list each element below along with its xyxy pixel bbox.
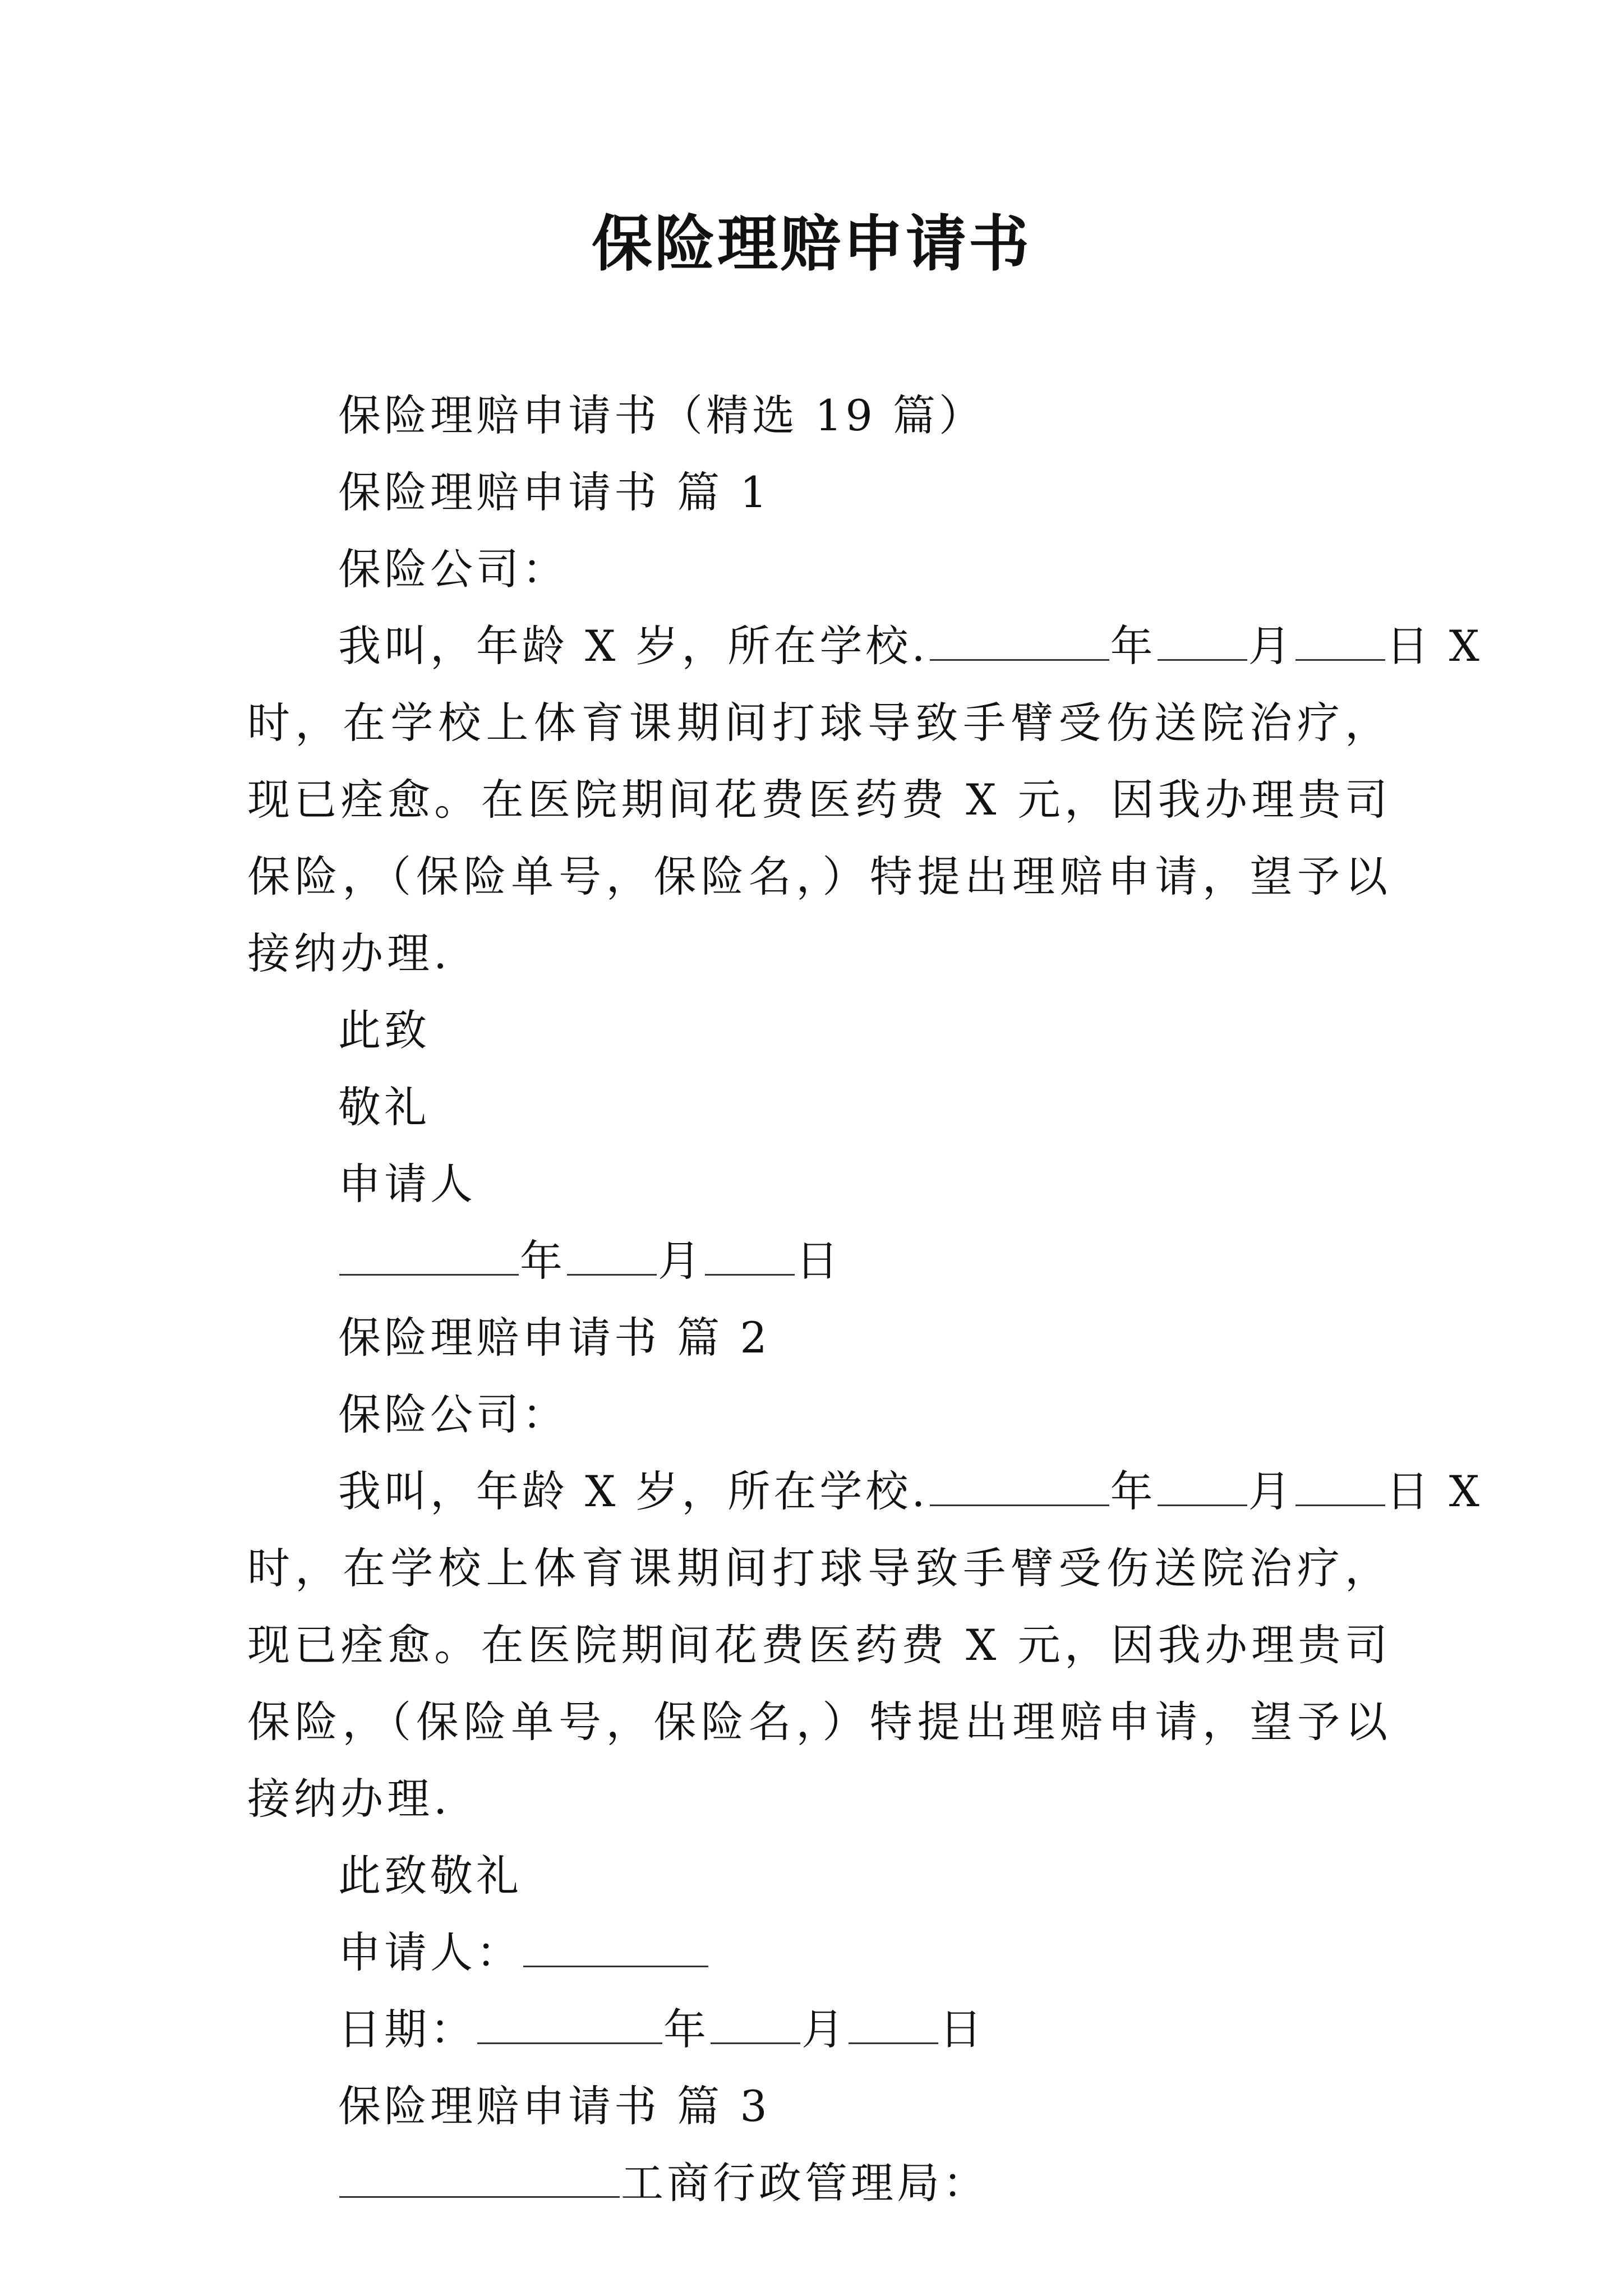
salutation-2: 保险公司： (338, 1389, 568, 1439)
body-1-paragraph: 时，在学校上体育课期间打球导致手臂受伤送院治疗，现已痊愈。在医院期间花费医药费 X 元，因我办理贵司保险，（保险单号，保险名，）特提出理赔申请，望予以接纳办理. (247, 698, 1391, 978)
blank-line (339, 2158, 620, 2198)
body-2-first-line (247, 1453, 1483, 1530)
closing-cizhi-jingli: 此致敬礼 (338, 1851, 522, 1901)
blank-line (1295, 1466, 1385, 1506)
applicant-label-2: 申请人： (338, 1927, 522, 1977)
document-body (247, 377, 1483, 2221)
month-label: 月 (801, 2004, 847, 2054)
body-1-first-line (247, 608, 1483, 684)
body-2-text: 我叫，年龄 X 岁，所在学校. (338, 1466, 929, 1516)
blank-line (1158, 1466, 1247, 1506)
document-title: 保险理赔申请书 (591, 209, 1031, 279)
bureau-line (247, 2145, 1391, 2221)
body-1-text: 我叫，年龄 X 岁，所在学校. (338, 621, 929, 671)
month-label: 月 (1248, 1466, 1294, 1516)
section-heading-1: 保险理赔申请书 篇 1 (338, 467, 771, 517)
blank-line (1158, 621, 1247, 661)
blank-line (1295, 621, 1385, 661)
blank-line (705, 1236, 795, 1276)
body-2-paragraph: 时，在学校上体育课期间打球导致手臂受伤送院治疗，现已痊愈。在医院期间花费医药费 X 元，因我办理贵司保险，（保险单号，保险名，）特提出理赔申请，望予以接纳办理. (247, 1543, 1391, 1824)
month-label: 月 (658, 1236, 704, 1286)
blank-line (523, 1927, 708, 1967)
year-label: 年 (1110, 1466, 1156, 1516)
day-label: 日 (939, 2004, 985, 2054)
date-label: 日期： (338, 2004, 476, 2054)
blank-line (477, 2004, 662, 2044)
closing-cizhi: 此致 (338, 1005, 430, 1055)
date-line-1 (247, 1222, 1391, 1299)
year-label: 年 (1110, 621, 1156, 671)
blank-line (849, 2004, 938, 2044)
day-x-label: 日 X (1386, 1466, 1483, 1516)
year-label: 年 (520, 1236, 566, 1286)
blank-line (930, 621, 1109, 661)
section-heading-3: 保险理赔申请书 篇 3 (338, 2081, 771, 2131)
intro-line: 保险理赔申请书（精选 19 篇） (338, 390, 985, 440)
salutation-1: 保险公司： (338, 544, 568, 594)
date-line-2 (247, 1991, 1391, 2068)
bureau-label: 工商行政管理局： (621, 2158, 989, 2208)
applicant-line-2 (247, 1914, 1391, 1991)
blank-line (339, 1236, 519, 1276)
blank-line (930, 1466, 1109, 1506)
section-heading-2: 保险理赔申请书 篇 2 (338, 1313, 771, 1363)
day-label: 日 (796, 1236, 842, 1286)
blank-line (711, 2004, 800, 2044)
applicant-label-1: 申请人 (338, 1159, 476, 1209)
closing-jingli: 敬礼 (338, 1082, 430, 1132)
year-label: 年 (663, 2004, 709, 2054)
day-x-label: 日 X (1386, 621, 1483, 671)
month-label: 月 (1248, 621, 1294, 671)
blank-line (567, 1236, 657, 1276)
